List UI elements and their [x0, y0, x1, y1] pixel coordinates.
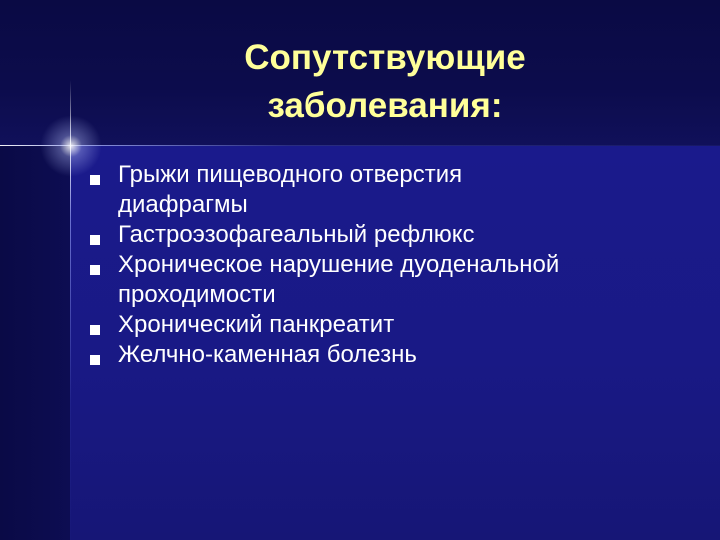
bullet-list	[90, 160, 670, 370]
bullet-text-line: Хронический панкреатит	[118, 311, 395, 338]
square-bullet-icon	[90, 355, 100, 365]
square-bullet-icon	[90, 235, 100, 245]
horizontal-divider-line	[0, 145, 720, 146]
list-item	[90, 340, 670, 370]
square-bullet-icon	[90, 175, 100, 185]
bullet-text-line: Гастроэзофагеальный рефлюкс	[118, 221, 475, 248]
list-item	[90, 250, 670, 310]
square-bullet-icon	[90, 265, 100, 275]
slide-title	[130, 34, 640, 130]
bullet-text-line: Грыжи пищеводного отверстия	[118, 161, 463, 188]
list-item	[90, 160, 670, 220]
bullet-text-line: Хроническое нарушение дуоденальной	[118, 251, 560, 278]
square-bullet-icon	[90, 325, 100, 335]
list-item	[90, 310, 670, 340]
slide-title-line-1: Сопутствующие	[244, 38, 526, 77]
slide-title-line-2: заболевания:	[267, 86, 503, 125]
left-band	[0, 146, 70, 540]
bullet-text-line: проходимости	[118, 281, 276, 308]
bullet-text-line: Желчно-каменная болезнь	[118, 341, 417, 368]
bullet-text-line: диафрагмы	[118, 191, 248, 218]
list-item	[90, 220, 670, 250]
